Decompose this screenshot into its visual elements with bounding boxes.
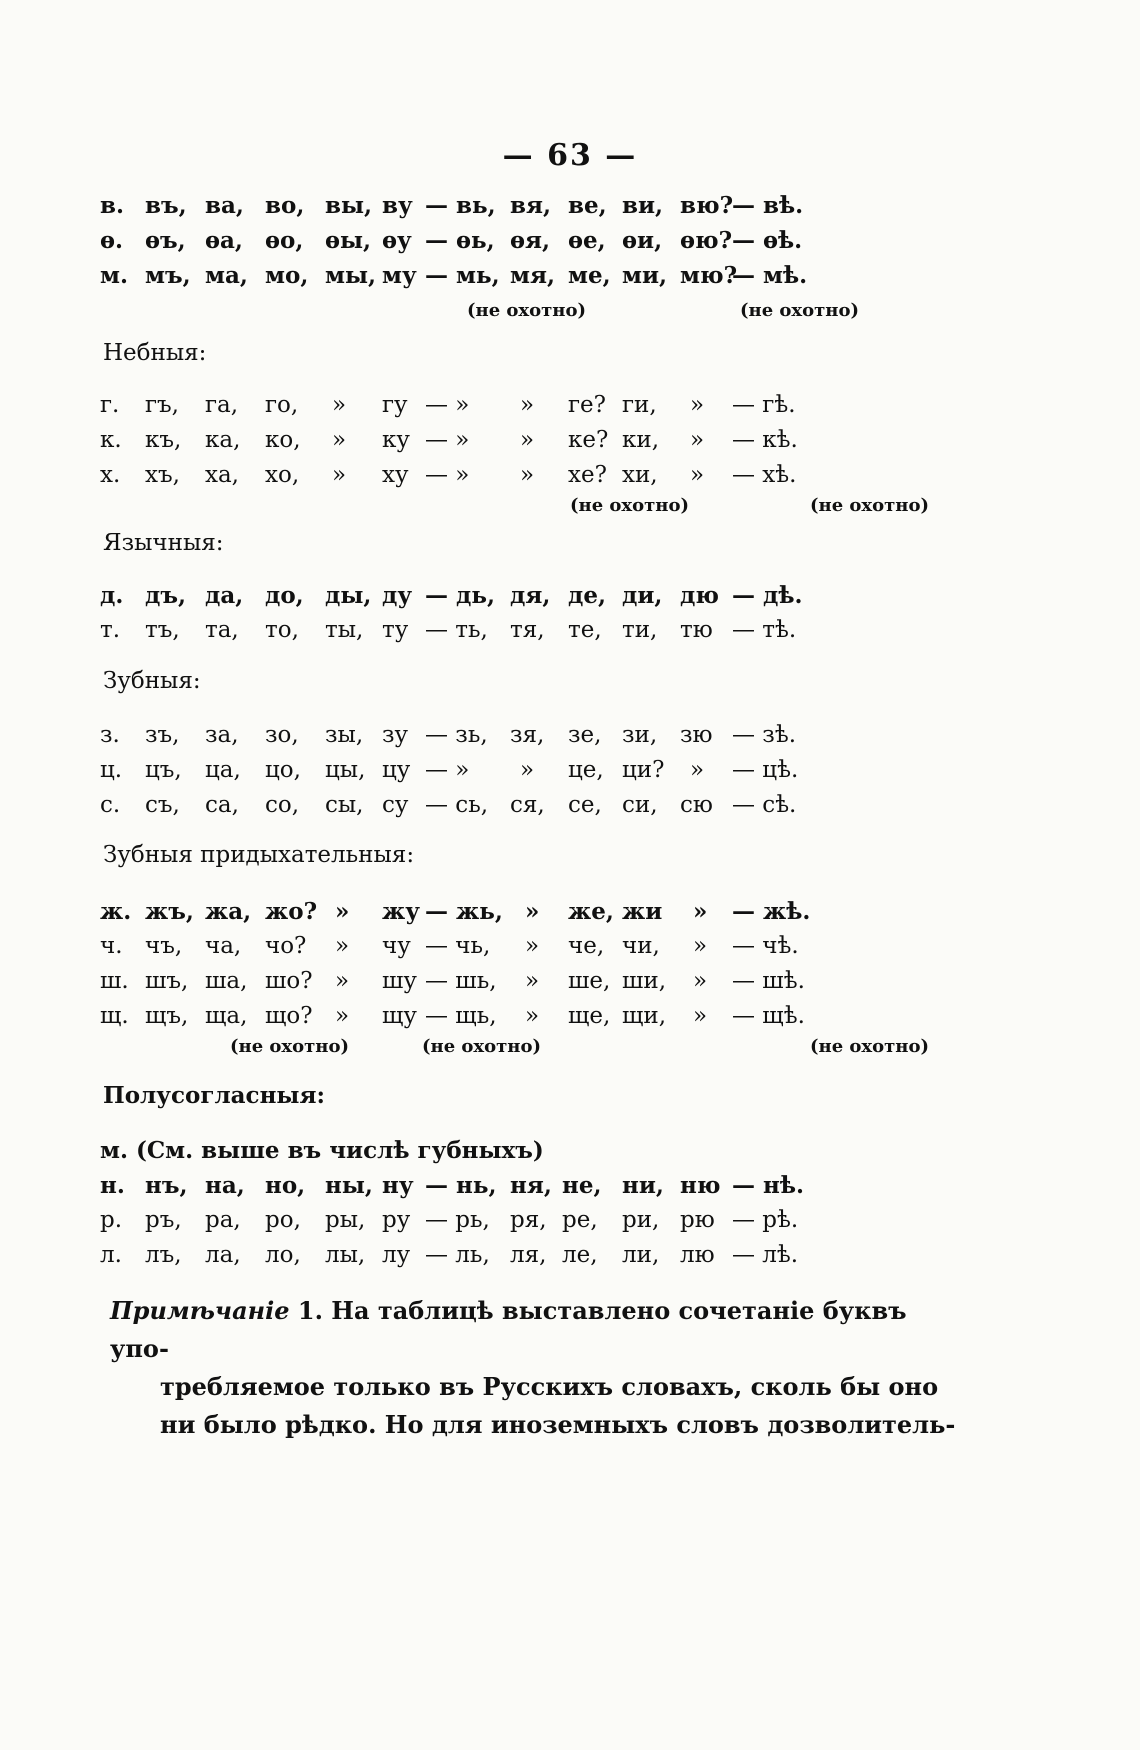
table-cell: мо, [265, 262, 309, 289]
table-cell: » [525, 1003, 540, 1029]
table-cell: — тѣ. [732, 617, 797, 643]
table-cell: ди, [622, 582, 663, 609]
table-cell: съ, [145, 792, 180, 818]
table-cell: ши, [622, 968, 667, 994]
table-cell: — » [425, 427, 470, 453]
table-cell: со, [265, 792, 300, 818]
table-cell: ся, [510, 792, 545, 818]
table-cell: за, [205, 722, 239, 748]
table-cell: ле, [562, 1242, 598, 1268]
section-heading: Зубныя придыхательныя: [103, 842, 415, 868]
table-cell: хъ, [145, 462, 180, 488]
table-cell: — шѣ. [732, 968, 805, 994]
table-cell: р. [100, 1207, 123, 1233]
remark-paragraph [110, 1292, 960, 1444]
table-cell: зы, [325, 722, 364, 748]
table-cell: — » [425, 392, 470, 418]
table-cell: чъ, [145, 933, 183, 959]
table-cell: чи, [622, 933, 660, 959]
table-cell: щ. [100, 1003, 129, 1029]
table-cell: чо? [265, 933, 307, 959]
table-cell: ву [382, 192, 413, 219]
remark-line [110, 1296, 907, 1363]
table-cell: ды, [325, 582, 372, 609]
table-cell: ра, [205, 1207, 241, 1233]
table-cell: вя, [510, 192, 551, 219]
table-cell: ж. [100, 898, 132, 925]
table-cell: » [693, 933, 708, 959]
annotation: (не охотно) [467, 300, 587, 321]
table-cell: ѳю? [680, 227, 733, 254]
table-cell: ѳя, [510, 227, 551, 254]
table-cell: но, [265, 1172, 306, 1199]
table-cell: » [332, 462, 347, 488]
table-cell: ки, [622, 427, 660, 453]
table-cell: ѳы, [325, 227, 372, 254]
table-cell: » [335, 1003, 350, 1029]
section-heading: Зубныя: [103, 668, 201, 694]
table-cell: ке? [568, 427, 609, 453]
table-cell: сю [680, 792, 713, 818]
table-cell: » [690, 427, 705, 453]
table-cell: » [693, 1003, 708, 1029]
table-cell: зу [382, 722, 409, 748]
table-cell: зъ, [145, 722, 180, 748]
table-cell: д. [100, 582, 124, 609]
table-cell: — чь, [425, 933, 491, 959]
annotation: (не охотно) [570, 495, 690, 516]
table-cell: въ, [145, 192, 187, 219]
table-cell: с. [100, 792, 121, 818]
table-cell: » [335, 898, 350, 925]
table-cell: щи, [622, 1003, 667, 1029]
table-cell: ху [382, 462, 409, 488]
table-cell: ца, [205, 757, 241, 783]
table-cell: ко, [265, 427, 301, 453]
remark-label: Примѣчаніе [110, 1296, 290, 1325]
section-heading: Полусогласныя: [103, 1082, 325, 1109]
table-cell: » [520, 462, 535, 488]
table-cell: да, [205, 582, 244, 609]
table-cell: лю [680, 1242, 715, 1268]
table-cell: » [690, 462, 705, 488]
table-cell: ѳе, [568, 227, 606, 254]
table-cell: ли, [622, 1242, 660, 1268]
table-cell: ню [680, 1172, 721, 1199]
table-cell: шу [382, 968, 417, 994]
table-cell: жу [382, 898, 420, 925]
table-cell: » [525, 968, 540, 994]
table-cell: к. [100, 427, 122, 453]
table-cell: — мѣ. [732, 262, 808, 289]
table-cell: цъ, [145, 757, 182, 783]
table-cell: мъ, [145, 262, 191, 289]
table-cell: ръ, [145, 1207, 182, 1233]
table-cell: — вь, [425, 192, 496, 219]
table-cell: » [520, 392, 535, 418]
remark-line: ни было рѣдко. Но для иноземныхъ словъ дозволитель- [160, 1410, 956, 1439]
table-cell: ѳо, [265, 227, 304, 254]
remark-text: На таблицѣ выставлено сочетаніе буквъ упо- [110, 1296, 907, 1363]
table-cell: в. [100, 192, 124, 219]
table-cell: зю [680, 722, 713, 748]
table-cell: гу [382, 392, 408, 418]
table-cell: ти, [622, 617, 658, 643]
table-cell: ны, [325, 1172, 373, 1199]
table-cell: що? [265, 1003, 313, 1029]
table-cell: гъ, [145, 392, 179, 418]
table-cell: — цѣ. [732, 757, 799, 783]
table-cell: се, [568, 792, 602, 818]
table-cell: ту [382, 617, 409, 643]
section-heading: Язычныя: [103, 530, 224, 556]
table-cell: » [525, 898, 540, 925]
table-cell: цу [382, 757, 411, 783]
table-cell: ва, [205, 192, 244, 219]
table-cell: г. [100, 392, 120, 418]
table-cell: ну [382, 1172, 414, 1199]
table-cell: дю [680, 582, 719, 609]
table-cell: — » [425, 757, 470, 783]
table-cell: шо? [265, 968, 313, 994]
table-cell: ля, [510, 1242, 547, 1268]
table-cell: су [382, 792, 409, 818]
table-cell: те, [568, 617, 602, 643]
table-cell: ри, [622, 1207, 660, 1233]
table-cell: щъ, [145, 1003, 189, 1029]
table-cell: — рѣ. [732, 1207, 799, 1233]
table-cell: — лѣ. [732, 1242, 799, 1268]
table-cell: — » [425, 462, 470, 488]
table-cell: » [332, 392, 347, 418]
table-cell: ве, [568, 192, 607, 219]
table-cell: з. [100, 722, 120, 748]
table-cell: — нь, [425, 1172, 497, 1199]
table-cell: ро, [265, 1207, 301, 1233]
table-cell: мы, [325, 262, 377, 289]
table-cell: — вѣ. [732, 192, 804, 219]
table-cell: го, [265, 392, 299, 418]
table-cell: тя, [510, 617, 545, 643]
table-cell: — ѳѣ. [732, 227, 803, 254]
table-cell: — чѣ. [732, 933, 799, 959]
table-cell: ло, [265, 1242, 301, 1268]
annotation: (не охотно) [740, 300, 860, 321]
table-cell: то, [265, 617, 299, 643]
table-cell: га, [205, 392, 239, 418]
table-cell: шъ, [145, 968, 189, 994]
annotation: (не охотно) [810, 1036, 930, 1057]
table-cell: зо, [265, 722, 299, 748]
table-cell: — жѣ. [732, 898, 811, 925]
table-cell: та, [205, 617, 239, 643]
table-cell: х. [100, 462, 121, 488]
table-cell: » [525, 933, 540, 959]
table-cell: ка, [205, 427, 241, 453]
table-cell: — сь, [425, 792, 489, 818]
section-heading: Небныя: [103, 340, 207, 366]
table-cell: — щь, [425, 1003, 497, 1029]
table-cell: — шь, [425, 968, 497, 994]
table-cell: ч. [100, 933, 123, 959]
table-cell: ча, [205, 933, 242, 959]
table-cell: хи, [622, 462, 658, 488]
table-cell: де, [568, 582, 606, 609]
table-cell: » [520, 757, 535, 783]
table-cell: — дѣ. [732, 582, 803, 609]
table-cell: зя, [510, 722, 545, 748]
table-cell: т. [100, 617, 121, 643]
table-cell: » [335, 968, 350, 994]
table-cell: ге? [568, 392, 606, 418]
table-cell: жо? [265, 898, 318, 925]
table-cell: нъ, [145, 1172, 188, 1199]
table-cell: — хѣ. [732, 462, 797, 488]
table-cell: зе, [568, 722, 602, 748]
table-cell: це, [568, 757, 604, 783]
table-cell: ш. [100, 968, 129, 994]
table-cell: — зь, [425, 722, 488, 748]
table-cell: » [690, 757, 705, 783]
table-cell: лы, [325, 1242, 366, 1268]
table-cell: — нѣ. [732, 1172, 805, 1199]
table-cell: — ть, [425, 617, 488, 643]
table-cell: ду [382, 582, 413, 609]
table-cell: мю? [680, 262, 738, 289]
table-cell: л. [100, 1242, 122, 1268]
table-cell: вы, [325, 192, 373, 219]
table-cell: ще, [568, 1003, 611, 1029]
table-cell: ря, [510, 1207, 547, 1233]
table-cell: ѳи, [622, 227, 663, 254]
table-cell: — щѣ. [732, 1003, 805, 1029]
table-cell: чу [382, 933, 411, 959]
table-cell: же, [568, 898, 614, 925]
table-cell: во, [265, 192, 305, 219]
table-cell: ку [382, 427, 410, 453]
remark-line: требляемое только въ Русскихъ словахъ, сколь бы оно [160, 1372, 939, 1401]
table-cell: мя, [510, 262, 555, 289]
table-cell: тю [680, 617, 713, 643]
table-cell: ми, [622, 262, 668, 289]
table-cell: — дь, [425, 582, 495, 609]
table-cell: ла, [205, 1242, 241, 1268]
table-cell: дя, [510, 582, 551, 609]
table-cell: ха, [205, 462, 239, 488]
table-cell: ѳъ, [145, 227, 186, 254]
table-cell: ме, [568, 262, 611, 289]
table-cell: » [693, 968, 708, 994]
table-cell: са, [205, 792, 239, 818]
table-cell: че, [568, 933, 605, 959]
table-cell: — сѣ. [732, 792, 797, 818]
table-cell: м. [100, 262, 128, 289]
table-cell: сы, [325, 792, 364, 818]
annotation: (не охотно) [422, 1036, 542, 1057]
table-cell: зи, [622, 722, 658, 748]
table-cell: — гѣ. [732, 392, 796, 418]
remark-number: 1. [297, 1296, 323, 1325]
table-cell: — кѣ. [732, 427, 798, 453]
table-cell: лъ, [145, 1242, 182, 1268]
table-cell: ру [382, 1207, 411, 1233]
table-cell: ма, [205, 262, 248, 289]
table-cell: » [693, 898, 708, 925]
table-cell: м. (См. выше въ числѣ губныхъ) [100, 1137, 544, 1164]
table-cell: жъ, [145, 898, 194, 925]
table-cell: си, [622, 792, 658, 818]
table-cell: хо, [265, 462, 300, 488]
table-cell: н. [100, 1172, 125, 1199]
table-cell: вю? [680, 192, 734, 219]
annotation: (не охотно) [230, 1036, 350, 1057]
table-cell: дъ, [145, 582, 186, 609]
table-cell: ѳу [382, 227, 412, 254]
table-cell: цы, [325, 757, 366, 783]
table-cell: до, [265, 582, 304, 609]
table-cell: ре, [562, 1207, 598, 1233]
table-cell: ше, [568, 968, 611, 994]
table-cell: — ѳь, [425, 227, 495, 254]
table-cell: » [520, 427, 535, 453]
table-cell: рю [680, 1207, 715, 1233]
table-cell: » [332, 427, 347, 453]
annotation: (не охотно) [810, 495, 930, 516]
table-cell: — мь, [425, 262, 500, 289]
table-cell: цо, [265, 757, 301, 783]
table-cell: ци? [622, 757, 665, 783]
table-cell: ни, [622, 1172, 664, 1199]
table-cell: жа, [205, 898, 252, 925]
table-cell: » [690, 392, 705, 418]
table-cell: хе? [568, 462, 607, 488]
table-cell: » [335, 933, 350, 959]
page-number: — 63 — [502, 138, 638, 173]
table-cell: ги, [622, 392, 657, 418]
table-cell: — зѣ. [732, 722, 797, 748]
table-cell: ви, [622, 192, 664, 219]
table-cell: му [382, 262, 417, 289]
table-cell: ѳ. [100, 227, 124, 254]
table-cell: тъ, [145, 617, 180, 643]
table-cell: ты, [325, 617, 364, 643]
table-cell: ц. [100, 757, 123, 783]
table-cell: ѳа, [205, 227, 243, 254]
table-cell: ща, [205, 1003, 248, 1029]
table-cell: жи [622, 898, 663, 925]
table-cell: — жь, [425, 898, 503, 925]
table-cell: лу [382, 1242, 411, 1268]
table-cell: щу [382, 1003, 417, 1029]
table-cell: ня, [510, 1172, 552, 1199]
table-cell: — рь, [425, 1207, 490, 1233]
table-cell: ры, [325, 1207, 366, 1233]
table-cell: на, [205, 1172, 245, 1199]
table-cell: не, [562, 1172, 602, 1199]
table-cell: къ, [145, 427, 182, 453]
table-cell: ша, [205, 968, 248, 994]
table-cell: — ль, [425, 1242, 490, 1268]
